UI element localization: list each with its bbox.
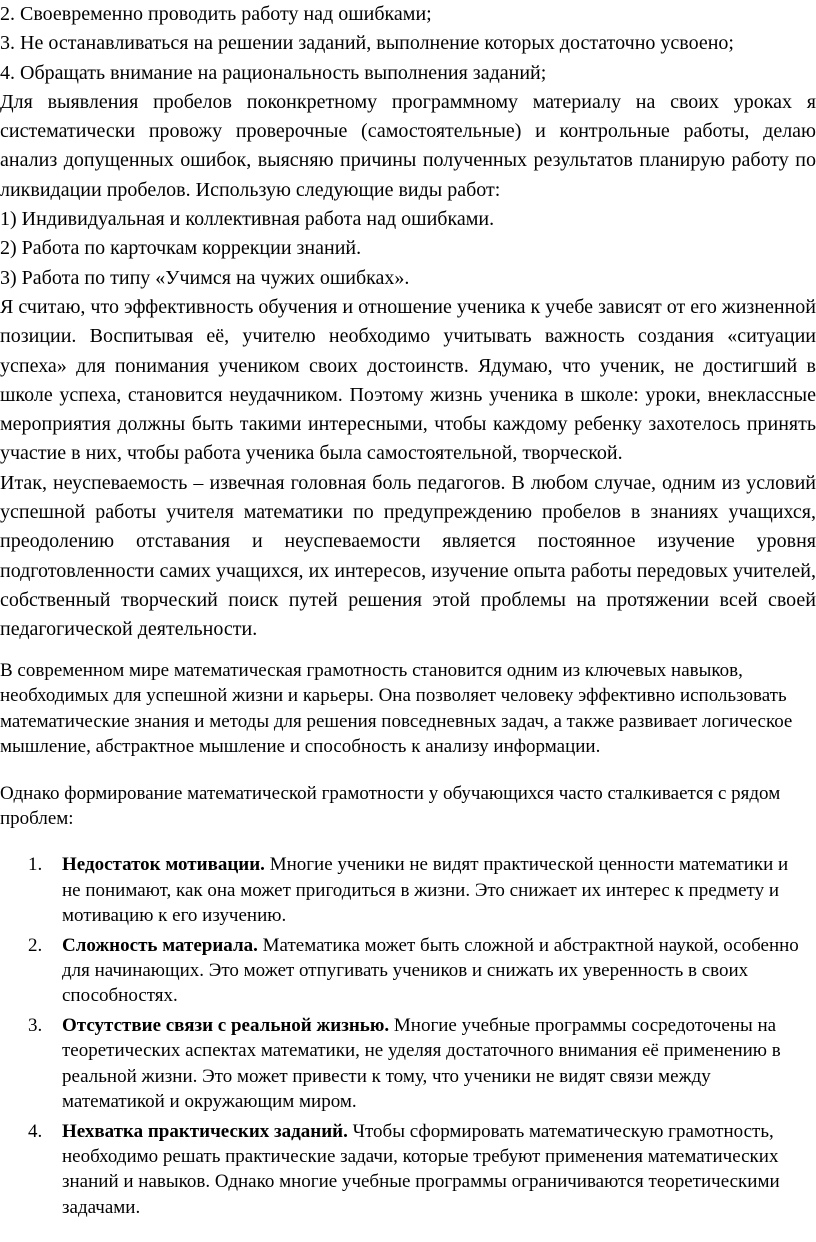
problem-term: Отсутствие связи с реальной жизнью.: [62, 1014, 390, 1036]
conclusion-paragraph: Итак, неуспеваемость – извечная головная боль педагогов. В любом случае, одним из условий успешной работы учителя математики по предупреждению пробелов в знаниях учащихся, преодолению отставания и неуспеваемости является постоянное изучение уровня подготовленности самих учащихся, их интересов, изучение опыта работы передовых учителей, собственный творческий поиск путей решения этой проблемы на протяжении всей своей педагогической деятельности.: [0, 471, 816, 641]
problem-item: [0, 933, 800, 1009]
problem-text: Математика может быть сложной и абстрактной наукой, особенно для начинающих. Это может отпугивать учеников и снижать их уверенность в своих способностях.: [62, 934, 799, 1007]
intro-paragraph: Для выявления пробелов поконкретному программному материалу на своих уроках я систематически провожу проверочные (самостоятельные) и контрольные работы, делаю анализ допущенных ошибок, выясняю причины полученных результатов планирую работу по ликвидации пробелов. Использую следующие виды работ:: [0, 90, 816, 201]
work-type-item: 3) Работа по типу «Учимся на чужих ошибках».: [0, 266, 410, 289]
problem-text: Многие учебные программы сосредоточены на теоретических аспектах математики, не уделяя достаточного внимания её применению в реальной жизни. Это может привести к тому, что ученики не видят связи между математикой и окружающим миром.: [62, 1014, 781, 1113]
problem-number: 1.: [28, 854, 43, 876]
opinion-paragraph: Я считаю, что эффективность обучения и отношение ученика к учебе зависят от его жизненной позиции. Воспитывая её, учителю необходимо учитывать важность создания «ситуации успеха» для понимания учеником своих достоинств. Ядумаю, что ученик, не достигший в школе успеха, становится неудачником. Поэтому жизнь ученика в школе: уроки, внеклассные мероприятия должны быть такими интересными, чтобы каждому ребенку захотелось принять участие в них, чтобы работа ученика была самостоятельной, творческой.: [0, 295, 816, 465]
list-item: 3. Не останавливаться на решении заданий, выполнение которых достаточно усвоено;: [0, 32, 734, 55]
problem-term: Недостаток мотивации.: [62, 854, 265, 876]
problem-item: [0, 1119, 800, 1221]
problem-number: 2.: [28, 934, 43, 956]
problems-list: [0, 852, 800, 1220]
problem-number: 3.: [28, 1014, 43, 1036]
work-type-item: 1) Индивидуальная и коллективная работа над ошибками.: [0, 208, 495, 231]
problems-intro-paragraph: Однако формирование математической грамотности у обучающихся часто сталкивается с рядом проблем:: [0, 782, 781, 830]
problem-term: Нехватка практических заданий.: [62, 1120, 348, 1142]
bottom-section: [0, 658, 800, 1224]
problem-text: Чтобы сформировать математическую грамотность, необходимо решать практические задачи, которые требуют применения математических знаний и навыков. Однако многие учебные программы ограничиваются теоретическими задачами.: [62, 1120, 780, 1218]
problem-item: [0, 852, 800, 928]
problem-text: Многие ученики не видят практической ценности математики и не понимают, как она может пригодиться в жизни. Это снижает их интерес к предмету и мотивацию к его изучению.: [62, 854, 789, 927]
list-item: 4. Обращать внимание на рациональность выполнения заданий;: [0, 61, 547, 84]
problem-number: 4.: [28, 1120, 43, 1142]
work-type-item: 2) Работа по карточкам коррекции знаний.: [0, 237, 362, 260]
literacy-paragraph: В современном мире математическая грамотность становится одним из ключевых навыков, необходимых для успешной жизни и карьеры. Она позволяет человеку эффективно использовать математические знания и методы для решения повседневных задач, а также развивает логическое мышление, абстрактное мышление и способность к анализу информации.: [0, 660, 793, 758]
problem-term: Сложность материала.: [62, 934, 258, 956]
problem-item: [0, 1013, 800, 1115]
list-item: 2. Своевременно проводить работу над ошибками;: [0, 3, 432, 25]
